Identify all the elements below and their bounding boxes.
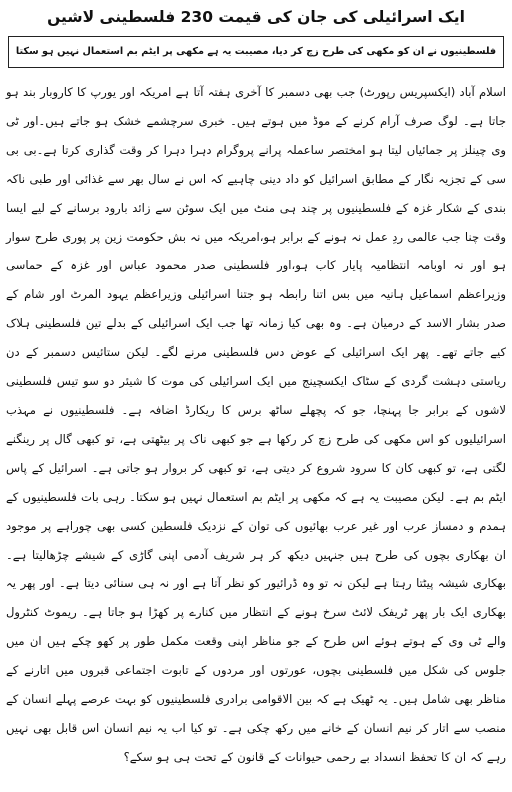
subheadline: فلسطینیوں نے ان کو مکھی کی طرح زچ کر دیا، مصیبت یہ ہے مکھی پر ایٹم بم استعمال نہیں ہو سکتا bbox=[15, 46, 497, 57]
subheadline-box bbox=[8, 36, 504, 68]
headline: ایک اسرائیلی کی جان کی قیمت 230 فلسطینی لاشیں bbox=[47, 8, 465, 26]
news-clipping bbox=[6, 4, 506, 788]
body-paragraph: اسلام آباد (ایکسپریس رپورٹ) جب بھی دسمبر کا آخری ہفتہ آتا ہے امریکہ اور یورپ کا کاروبار بند ہو جاتا ہے۔ لوگ صرف آرام کرنے کے موڈ میں ہوتے ہیں۔ خبری سرچشمے خشک ہو جاتے ہیں۔اور ٹی وی چینلز پر جمائیاں لیتا ہو امختصر ساعملہ پرانے پروگرام دہرا دہرا کر وقت گذاری کرتا ہے۔بی بی سی کے تجزیہ نگار کے مطابق اسرائیل کو داد دینی چاہیے کہ اس نے سال بھر سے غذائی اور طبی ناکہ بندی کے شکار غزہ کے فلسطینیوں پر چند ہی منٹ میں ایک سوٹن سے زائد بارود برسانے کے لیے ایسا وقت چنا جب عالمی ردِ عمل نہ ہونے کے برابر ہو،امریکہ میں نہ بش حکومت زین پر پوری طرح سوار ہو اور نہ اوبامہ انتظامیہ پایار کاب ہو،اور فلسطینی صدر محمود عباس اور غزہ کے حماسی وزیراعظم اسماعیل ہانیہ میں بس اتنا رابطہ ہو جتنا اسرائیلی وزیراعظم یہود المرٹ اور شام کے صدر بشار الاسد کے درمیان ہے۔ وہ بھی کیا زمانہ تھا جب ایک اسرائیلی کے بدلے تین فلسطینی ہلاک کیے جاتے تھے۔ پھر ایک اسرائیلی کے عوض دس فلسطینی مرنے لگے۔ لیکن ستائیس دسمبر کے دن ریاستی دہشت گردی کے سٹاک ایکسچینج میں ایک اسرائیلی کی موت کا شیئر دو سو تیس فلسطینی لاشوں کے برابر جا پہنچا، جو کہ پچھلے ساٹھ برس کا ریکارڈ اضافہ ہے۔ فلسطینیوں نے مہذب اسرائیلیوں کو اس مکھی کی طرح زچ کر رکھا ہے جو کبھی ناک پر بیٹھتی ہے، تو کبھی گال پر رینگنے لگتی ہے، تو کبھی کان کا سرود شروع کر دیتی ہے، تو کبھی کر بروار ہو جاتی ہے۔ اسرائیل کے پاس ایٹم بم ہے۔ لیکن مصیبت یہ ہے کہ مکھی پر ایٹم بم استعمال نہیں ہو سکتا۔ رہی بات فلسطینیوں کے ہمدم و دمساز عرب اور غیر عرب بھائیوں کی توان کے نزدیک فلسطین کسی بھی چوراہے پر موجود ان بھکاری بچوں کی طرح ہیں جنہیں دیکھ کر ہر شریف آدمی اپنی گاڑی کے شیشے چڑھالیتا ہے۔ بھکاری شیشہ پیٹتا رہتا ہے لیکن نہ تو وہ ڈرائیور کو نظر آتا ہے اور نہ ہی سنائی دیتا ہے۔ اور پھر یہ بھکاری ایک بار پھر ٹریفک لائٹ سرخ ہونے کے انتظار میں کنارے پر کھڑا ہو جاتا ہے۔ ریموٹ کنٹرول والے ٹی وی کے ہوتے ہوئے اس طرح کے جو مناظر اپنی وقعت مکمل طور پر کھو چکے ہیں ان میں جلوس کی شکل میں فلسطینی بچوں، عورتوں اور مردوں کے تابوت اجتماعی قبروں میں اتارنے کے مناظر بھی شامل ہیں۔ یہ ٹھیک ہے کہ بین الاقوامی برادری فلسطینیوں کو بہت عرصے پہلے انسان کے منصب سے اتار کر نیم انسان کے خانے میں رکھ چکی ہے۔ تو کیا اب یہ نیم انسان اس قابل بھی نہیں رہے کہ ان کا تحفظ انسداد بے رحمی حیوانات کے قانون کے تحت ہی ہو سکے؟ bbox=[6, 85, 506, 764]
article-body bbox=[6, 78, 506, 772]
